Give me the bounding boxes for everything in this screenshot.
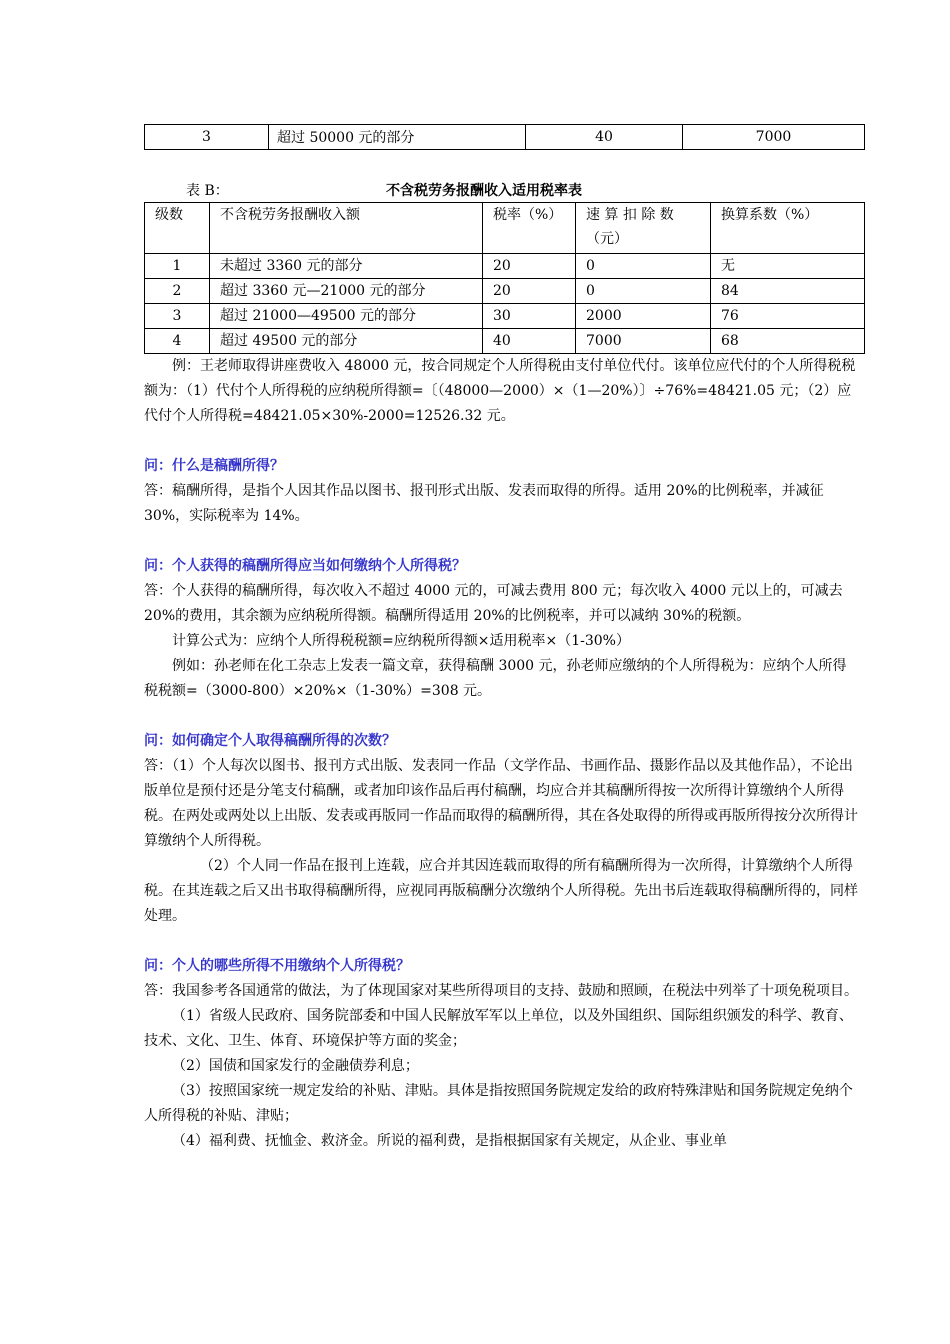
example-paragraph: 例：王老师取得讲座费收入 48000 元，按合同规定个人所得税由支付单位代付。该单位应代付的个人所得税税额为：（1）代付个人所得税的应纳税所得额=〔（48000—2000）×（1—20%）〕÷76%=48421.05 元；（2）应代付个人所得税=48421.05×30%-2000=12526.32 元。 [144,358,856,424]
question-heading: 问：个人获得的稿酬所得应当如何缴纳个人所得税？ [144,558,466,574]
table-row [145,125,865,150]
table-cell: 1 [145,254,210,279]
table-row [145,329,865,354]
table-cell: 84 [711,279,865,304]
answer-paragraph: 答：个人获得的稿酬所得，每次收入不超过 4000 元的，可减去费用 800 元；每次收入 4000 元以上的，可减去 20%的费用，其余额为应纳税所得额。稿酬所得适用 20%的比例税率，并可以减纳 30%的税额。 [144,583,843,624]
formula-paragraph: 计算公式为：应纳个人所得税税额=应纳税所得额×适用税率×（1-30%） [172,633,630,649]
question-heading: 问：什么是稿酬所得？ [144,458,284,474]
table-cell: 未超过 3360 元的部分 [210,254,483,279]
header-cell: 换算系数（%） [711,203,865,254]
header-cell: 税率（%） [483,203,576,254]
table-row [145,304,865,329]
table-b-title: 不含税劳务报酬收入适用税率表 [386,183,582,199]
header-cell: 级数 [145,203,210,254]
table-cell: 20 [483,279,576,304]
table-cell: 3 [145,304,210,329]
table-cell-range: 超过 50000 元的部分 [269,125,526,150]
table-cell-rate: 40 [526,125,683,150]
example-paragraph: 例如：孙老师在化工杂志上发表一篇文章，获得稿酬 3000 元，孙老师应缴纳的个人所得税为：应纳个人所得税税额=（3000-800）×20%×（1-30%）=308 元。 [144,658,847,699]
tax-table-b [144,202,865,354]
question-heading: 问：如何确定个人取得稿酬所得的次数？ [144,733,396,749]
list-item: （1）省级人民政府、国务院部委和中国人民解放军军以上单位，以及外国组织、国际组织颁发的科学、教育、技术、文化、卫生、体育、环境保护等方面的奖金； [144,1008,853,1049]
tax-table-a-continuation [144,124,865,150]
table-cell: 0 [576,254,711,279]
list-item: （2）国债和国家发行的金融债券利息； [172,1058,419,1074]
table-cell-level: 3 [145,125,269,150]
table-cell: 2000 [576,304,711,329]
list-item: （3）按照国家统一规定发给的补贴、津贴。具体是指按照国务院规定发给的政府特殊津贴和国务院规定免纳个人所得税的补贴、津贴； [144,1083,853,1124]
table-cell: 40 [483,329,576,354]
table-cell: 30 [483,304,576,329]
table-b-caption [144,180,865,202]
table-cell: 68 [711,329,865,354]
table-cell: 超过 21000—49500 元的部分 [210,304,483,329]
table-row [145,279,865,304]
question-heading: 问：个人的哪些所得不用缴纳个人所得税？ [144,958,410,974]
answer-paragraph: 答：我国参考各国通常的做法，为了体现国家对某些所得项目的支持、鼓励和照顾，在税法中列举了十项免税项目。 [144,983,858,999]
header-cell: 速 算 扣 除 数（元） [576,203,711,254]
table-cell: 4 [145,329,210,354]
table-b-label: 表 B： [186,183,229,199]
table-row [145,254,865,279]
table-cell: 20 [483,254,576,279]
answer-paragraph: 答：稿酬所得，是指个人因其作品以图书、报刊形式出版、发表而取得的所得。适用 20%的比例税率，并减征 30%，实际税率为 14%。 [144,483,824,524]
table-cell: 7000 [576,329,711,354]
table-header-row [145,203,865,254]
table-cell: 0 [576,279,711,304]
table-cell: 超过 49500 元的部分 [210,329,483,354]
table-cell: 无 [711,254,865,279]
document-body [144,354,859,1154]
table-cell: 2 [145,279,210,304]
list-item: （4）福利费、抚恤金、救济金。所说的福利费，是指根据国家有关规定，从企业、事业单 [172,1133,727,1149]
answer-paragraph: （2）个人同一作品在报刊上连载，应合并其因连载而取得的所有稿酬所得为一次所得，计算缴纳个人所得税。在其连载之后又出书取得稿酬所得，应视同再版稿酬分次缴纳个人所得税。先出书后连载取得稿酬所得的，同样处理。 [144,858,858,924]
header-cell: 不含税劳务报酬收入额 [210,203,483,254]
table-cell: 76 [711,304,865,329]
table-cell-deduction: 7000 [683,125,865,150]
answer-paragraph: 答：（1）个人每次以图书、报刊方式出版、发表同一作品（文学作品、书画作品、摄影作品以及其他作品），不论出版单位是预付还是分笔支付稿酬，或者加印该作品后再付稿酬，均应合并其稿酬所得按一次所得计算缴纳个人所得税。在两处或两处以上出版、发表或再版同一作品而取得的稿酬所得，其在各处取得的所得或再版所得按分次所得计算缴纳个人所得税。 [144,758,858,849]
table-cell: 超过 3360 元—21000 元的部分 [210,279,483,304]
